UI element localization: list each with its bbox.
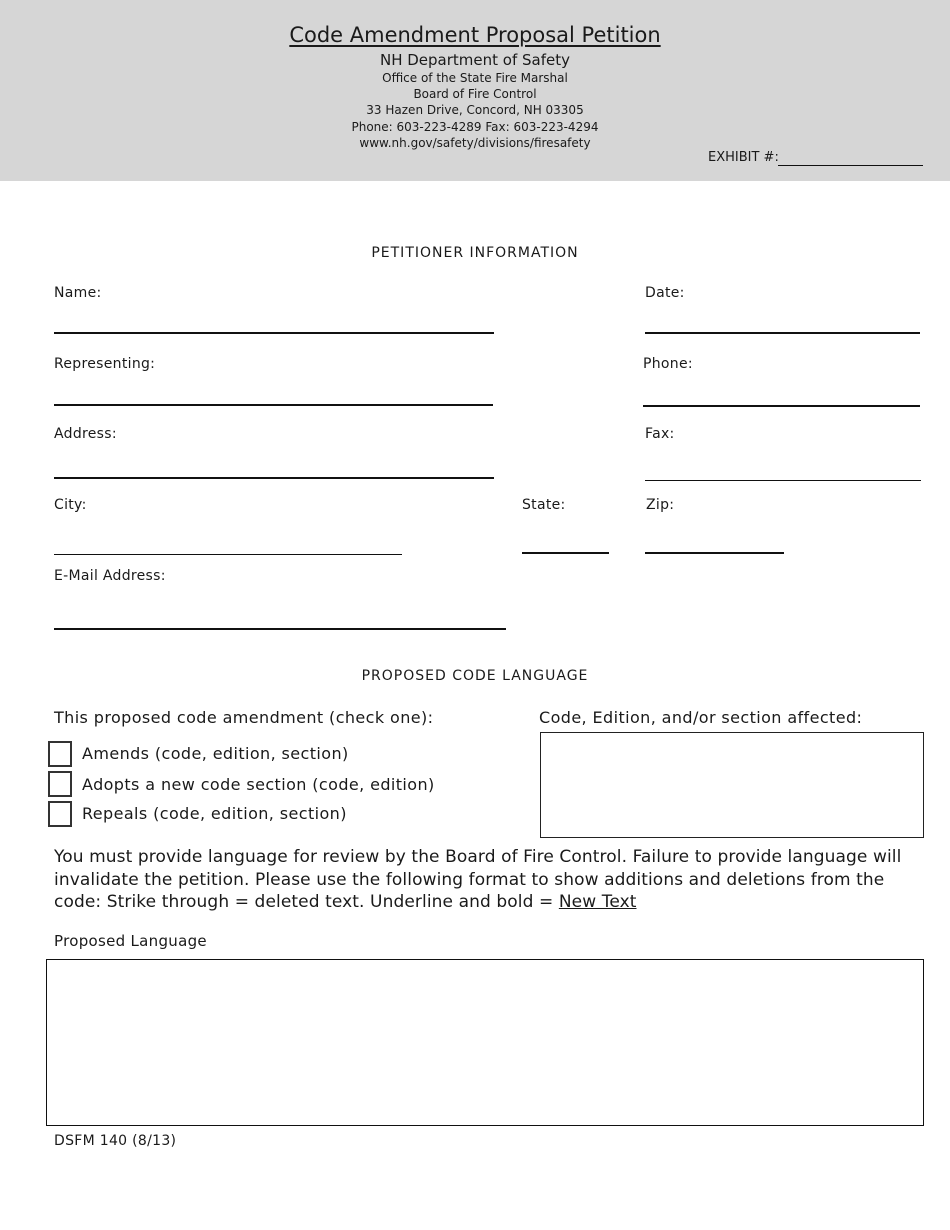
code-affected-box[interactable] — [540, 732, 924, 838]
email-label: E-Mail Address: — [54, 568, 166, 584]
board-name: Board of Fire Control — [413, 87, 537, 101]
zip-field[interactable] — [645, 552, 784, 554]
office-website: www.nh.gov/safety/divisions/firesafety — [359, 136, 591, 150]
department-name: NH Department of Safety — [379, 51, 570, 69]
instructions-text — [54, 846, 904, 914]
office-address: 33 Hazen Drive, Concord, NH 03305 — [366, 103, 584, 117]
fax-label: Fax: — [645, 426, 675, 442]
repeals-option-label: Repeals (code, edition, section) — [82, 804, 347, 823]
check-one-label: This proposed code amendment (check one): — [54, 708, 434, 727]
new-text-example: New Text — [558, 892, 637, 912]
phone-field[interactable] — [643, 405, 920, 407]
proposed-language-box[interactable] — [46, 959, 924, 1126]
fax-field[interactable] — [645, 480, 921, 481]
city-field[interactable] — [54, 554, 402, 555]
adopts-option-label: Adopts a new code section (code, edition) — [82, 775, 435, 794]
representing-field[interactable] — [54, 404, 493, 406]
instructions-body: You must provide language for review by the Board of Fire Control. Failure to provide language will invalidate the petition. Please use the following format to show additions and deletions from the code: Strike through = deleted text. Underline and bold = — [54, 847, 902, 912]
zip-label: Zip: — [646, 497, 675, 513]
proposed-language-label: Proposed Language — [54, 932, 207, 950]
office-phone-fax: Phone: 603-223-4289 Fax: 603-223-4294 — [351, 120, 599, 134]
office-name: Office of the State Fire Marshal — [382, 71, 568, 85]
city-label: City: — [54, 497, 87, 513]
email-field[interactable] — [54, 628, 506, 630]
address-label: Address: — [54, 426, 117, 442]
state-field[interactable] — [522, 552, 609, 554]
exhibit-number-field[interactable] — [778, 165, 923, 166]
date-label: Date: — [645, 285, 685, 301]
affected-label: Code, Edition, and/or section affected: — [539, 708, 863, 727]
amends-option-label: Amends (code, edition, section) — [82, 744, 349, 763]
amends-checkbox[interactable] — [48, 741, 72, 767]
date-field[interactable] — [645, 332, 920, 334]
repeals-checkbox[interactable] — [48, 801, 72, 827]
form-title: Code Amendment Proposal Petition — [289, 23, 661, 47]
state-label: State: — [522, 497, 566, 513]
petitioner-section-title: PETITIONER INFORMATION — [371, 245, 579, 261]
form-number: DSFM 140 (8/13) — [54, 1133, 177, 1149]
representing-label: Representing: — [54, 356, 156, 372]
proposal-section-title: PROPOSED CODE LANGUAGE — [361, 668, 589, 684]
exhibit-label: EXHIBIT #: — [708, 150, 779, 165]
name-label: Name: — [54, 285, 102, 301]
address-field[interactable] — [54, 477, 494, 479]
adopts-checkbox[interactable] — [48, 771, 72, 797]
name-field[interactable] — [54, 332, 494, 334]
phone-label: Phone: — [643, 356, 693, 372]
